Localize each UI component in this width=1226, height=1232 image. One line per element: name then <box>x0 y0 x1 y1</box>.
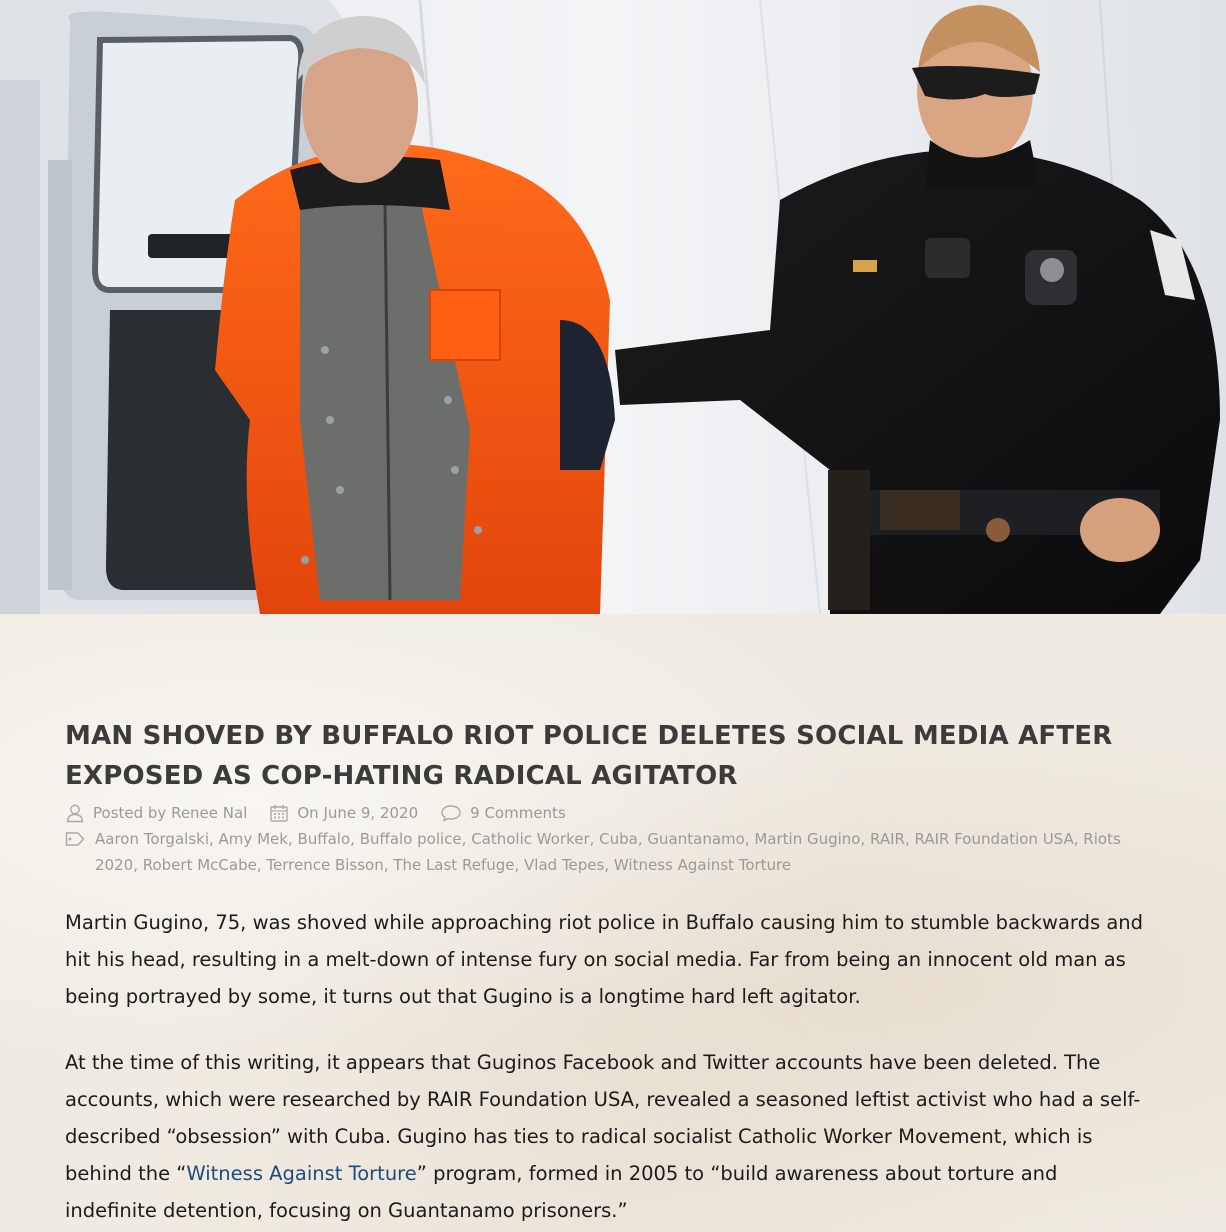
tag-link[interactable]: Buffalo <box>297 830 351 848</box>
hero-photo-illustration <box>0 0 1226 614</box>
paragraph-1: Martin Gugino, 75, was shoved while approaching riot police in Buffalo causing him to stumble backwards and hit his head, resulting in a melt-down of intense fury on social media. Far from being an innocent old man as being portrayed by some, it turns out that Gugino is a longtime hard left agitator. <box>65 911 1144 1008</box>
tag-link[interactable]: Vlad Tepes <box>524 856 605 874</box>
tag-icon <box>65 831 85 847</box>
tag-list: Aaron Torgalski, Amy Mek, Buffalo, Buffalo police, Catholic Worker, Cuba, Guantanamo, Martin Gugino, RAIR, RAIR Foundation USA, Riots 2020, Robert McCabe, Terrence Bisson, The Last Refuge, Vlad Tepes, Witness Against Torture <box>95 830 1121 874</box>
paragraph-2-text-a: At the time of this writing, it appears that Guginos Facebook and Twitter accounts have been deleted. The accounts, which were researched by RAIR Foundation USA, revealed a seasoned leftist activist who had a self-described “obsession” with Cuba. Gugino has ties to radical socialist Catholic Worker Movement, which is behind the “ <box>65 1051 1141 1185</box>
calendar-icon <box>269 803 289 823</box>
article-meta <box>65 800 1145 878</box>
comments-meta[interactable] <box>440 800 566 826</box>
tag-link[interactable]: Guantanamo <box>647 830 745 848</box>
date-meta <box>269 800 418 826</box>
paragraph-2 <box>65 1044 1145 1229</box>
author-meta[interactable] <box>65 800 247 826</box>
tag-link[interactable]: Buffalo police <box>359 830 462 848</box>
tag-link[interactable]: RAIR Foundation USA <box>914 830 1074 848</box>
tag-link[interactable]: Riots 2020 <box>95 830 1121 874</box>
paragraph-2-text-b: ” program, formed in 2005 to “build awareness about torture and indefinite detention, focusing on Guantanamo prisoners.” <box>65 1162 1058 1222</box>
date-label: On June 9, 2020 <box>297 804 419 822</box>
comment-icon <box>440 803 462 823</box>
tag-link[interactable]: The Last Refuge <box>393 856 515 874</box>
tags-line <box>65 826 1145 878</box>
hero-image <box>0 0 1226 614</box>
tag-link[interactable]: Martin Gugino <box>754 830 861 848</box>
tag-link[interactable]: Amy Mek <box>218 830 288 848</box>
article-title[interactable]: MAN SHOVED BY BUFFALO RIOT POLICE DELETES SOCIAL MEDIA AFTER EXPOSED AS COP-HATING RADICAL AGITATOR <box>65 721 1113 791</box>
tag-link[interactable]: Catholic Worker <box>471 830 590 848</box>
witness-against-torture-link[interactable]: Witness Against Torture <box>186 1162 417 1185</box>
user-icon <box>65 803 85 823</box>
article-body <box>65 904 1145 1229</box>
tag-link[interactable]: Cuba <box>599 830 638 848</box>
tag-link[interactable]: Robert McCabe <box>142 856 257 874</box>
tag-link[interactable]: Terrence Bisson <box>266 856 384 874</box>
tag-link[interactable]: Aaron Torgalski <box>95 830 209 848</box>
tag-link[interactable]: Witness Against Torture <box>613 856 792 874</box>
author-label: Posted by Renee Nal <box>93 804 248 822</box>
article <box>65 716 1145 1232</box>
tag-link[interactable]: RAIR <box>870 830 905 848</box>
comments-label: 9 Comments <box>470 804 566 822</box>
